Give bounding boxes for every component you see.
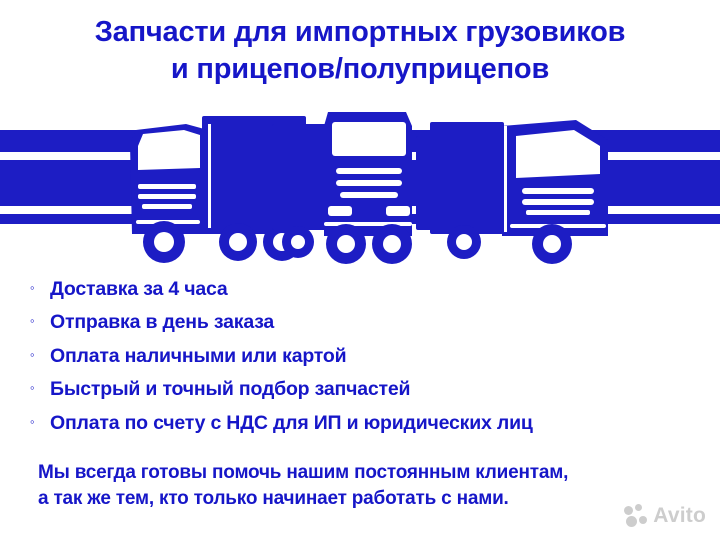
benefits-list [30,278,690,445]
page-title [0,14,720,88]
headline-line-1: Запчасти для импортных грузовиков [94,16,626,48]
truck-right-icon [426,100,626,268]
headline-line-2: и прицепов/полуприцепов [170,53,550,86]
bullet-marker-icon: ◦ [30,313,35,329]
bullet-marker-icon: ◦ [30,280,35,295]
footer-message [38,460,688,511]
avito-watermark-label: Avito [653,504,706,527]
bullet-marker-icon: ◦ [30,413,35,429]
bullet-marker-icon: ◦ [30,380,35,396]
list-item-label: Доставка за 4 часа [50,278,228,300]
bullet-marker-icon: ◦ [30,346,35,362]
list-item [30,345,690,367]
list-item [30,278,690,300]
list-item [30,311,690,333]
avito-dots-logo-icon [624,504,650,528]
list-item-label: Оплата наличными или картой [50,344,347,367]
list-item-label: Оплата по счету с НДС для ИП и юридических лиц [50,411,533,434]
list-item-label: Отправка в день заказа [50,311,275,334]
footer-line-1: Мы всегда готовы помочь нашим постоянным клиентам, [38,462,569,483]
list-item [30,378,690,400]
list-item [30,412,690,434]
three-trucks-illustration [96,96,626,268]
avito-watermark [624,504,706,528]
list-item-label: Быстрый и точный подбор запчастей [50,378,411,401]
footer-line-2: а так же тем, кто только начинает работать с нами. [38,487,509,509]
